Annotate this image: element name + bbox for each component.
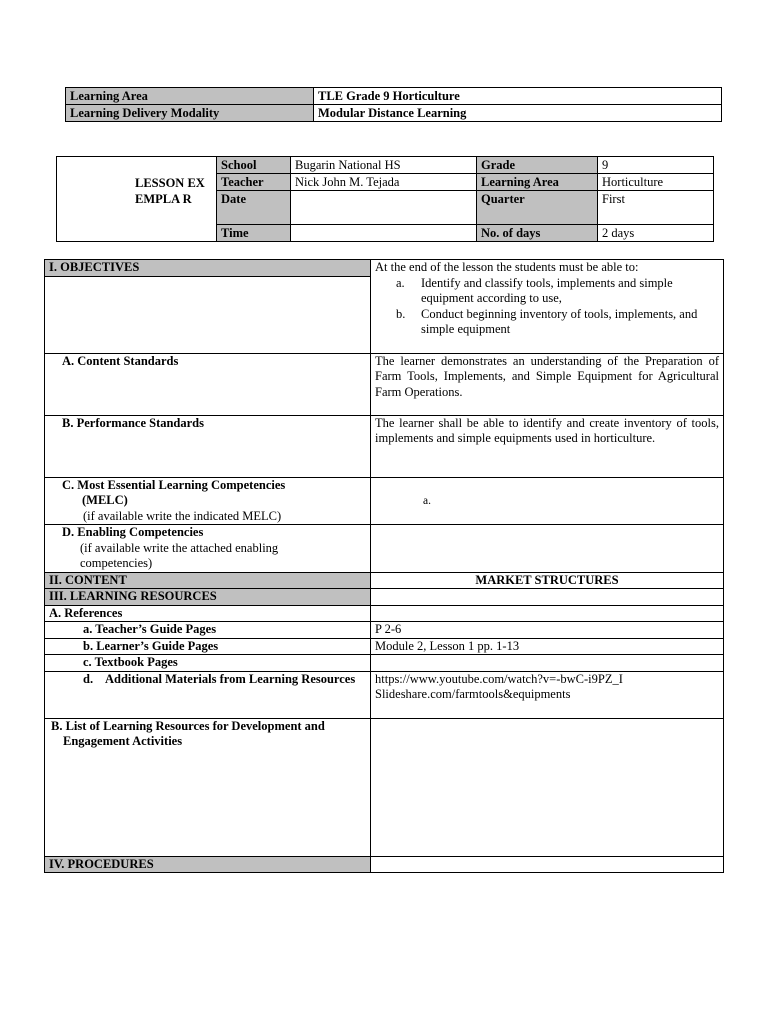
content-value: MARKET STRUCTURES [371,572,724,589]
additional-materials-label [45,671,371,718]
textbook-value [371,655,724,672]
list-of-resources-label [45,718,371,856]
days-value: 2 days [598,225,714,242]
enabling-competencies-label [45,525,371,573]
list-item [396,275,719,307]
days-label: No. of days [477,225,598,242]
learners-guide-value: Module 2, Lesson 1 pp. 1-13 [371,638,724,655]
objectives-blank [45,276,371,353]
content-standards-value: The learner demonstrates an understanding of the Preparation of Farm Tools, Implements, and Simple Equipment for Agricultural Farm Operations. [371,353,724,415]
table-row [45,718,724,856]
list-of-resources-value [371,718,724,856]
list-marker: d. [83,671,94,686]
melc-title: C. Most Essential Learning Competencies [62,477,286,492]
additional-materials-wrap [83,672,366,688]
content-standards-label: A. Content Standards [45,353,371,415]
textbook-label: c. Textbook Pages [45,655,371,672]
table-row [66,105,722,122]
learning-area-value-2: Horticulture [598,174,714,191]
learners-guide-label: b. Learner’s Guide Pages [45,638,371,655]
enabling-note: (if available write the attached enabling competencies) [80,540,279,570]
objectives-label: I. OBJECTIVES [45,260,371,277]
list-marker: b. [396,306,406,321]
table-row [45,655,724,672]
school-label: School [217,157,291,174]
table-row [45,622,724,639]
grade-label: Grade [477,157,598,174]
table-row [45,353,724,415]
procedures-label: IV. PROCEDURES [45,856,371,873]
references-value [371,605,724,622]
additional-materials-value [371,671,724,718]
objectives-value [371,260,724,354]
enabling-title: D. Enabling Competencies [62,525,204,539]
list-text: Identify and classify tools, implements and simple equipment according to use, [421,275,673,305]
table-row [57,157,714,174]
table-row [45,605,724,622]
school-value: Bugarin National HS [291,157,477,174]
grade-value: 9 [598,157,714,174]
time-value [291,225,477,242]
time-label: Time [217,225,291,242]
delivery-modality-value: Modular Distance Learning [314,105,722,122]
objectives-intro: At the end of the lesson the students must be able to: [375,260,639,274]
delivery-modality-label: Learning Delivery Modality [66,105,314,122]
list-text: Conduct beginning inventory of tools, implements, and simple equipment [421,306,698,336]
table-row [45,260,724,277]
lesson-exemplar-text: LESSON EXEMPLA R [135,176,205,206]
teachers-guide-value: P 2-6 [371,622,724,639]
table-row [45,477,724,525]
header-table [65,87,722,122]
references-label: A. References [45,605,371,622]
quarter-label: Quarter [477,191,598,225]
date-label: Date [217,191,291,225]
objectives-list [375,276,719,338]
additional-materials-text: Additional Materials from Learning Resources [105,671,356,686]
youtube-link[interactable]: https://www.youtube.com/watch?v=-bwC-i9PZ_I [375,671,623,686]
learning-resources-label: III. LEARNING RESOURCES [45,589,371,606]
teachers-guide-label: a. Teacher’s Guide Pages [45,622,371,639]
list-item [396,306,719,338]
performance-standards-value: The learner shall be able to identify and create inventory of tools, implements and simple equipments used in horticulture. [371,415,724,477]
enabling-competencies-value [371,525,724,573]
lesson-plan-table [44,259,724,873]
learning-area-label-2: Learning Area [477,174,598,191]
table-row [45,572,724,589]
melc-title-2: (MELC) [82,493,128,507]
table-row [45,589,724,606]
table-row [45,671,724,718]
table-row [45,525,724,573]
teacher-label: Teacher [217,174,291,191]
exemplar-table [56,156,714,242]
teacher-value: Nick John M. Tejada [291,174,477,191]
table-row [45,638,724,655]
melc-value: a. [371,477,724,525]
melc-note: (if available write the indicated MELC) [83,508,282,523]
content-label: II. CONTENT [45,572,371,589]
slideshare-link[interactable]: Slideshare.com/farmtools&equipments [375,687,571,701]
quarter-value: First [598,191,714,225]
melc-label [45,477,371,525]
list-of-resources-text: B. List of Learning Resources for Development and Engagement Activities [51,718,325,748]
lesson-exemplar-title [57,157,217,242]
performance-standards-label: B. Performance Standards [45,415,371,477]
table-row [45,856,724,873]
table-row [66,88,722,105]
learning-resources-value [371,589,724,606]
learning-area-value: TLE Grade 9 Horticulture [314,88,722,105]
date-value [291,191,477,225]
learning-area-label: Learning Area [66,88,314,105]
list-marker: a. [396,275,405,290]
procedures-value [371,856,724,873]
table-row [45,415,724,477]
